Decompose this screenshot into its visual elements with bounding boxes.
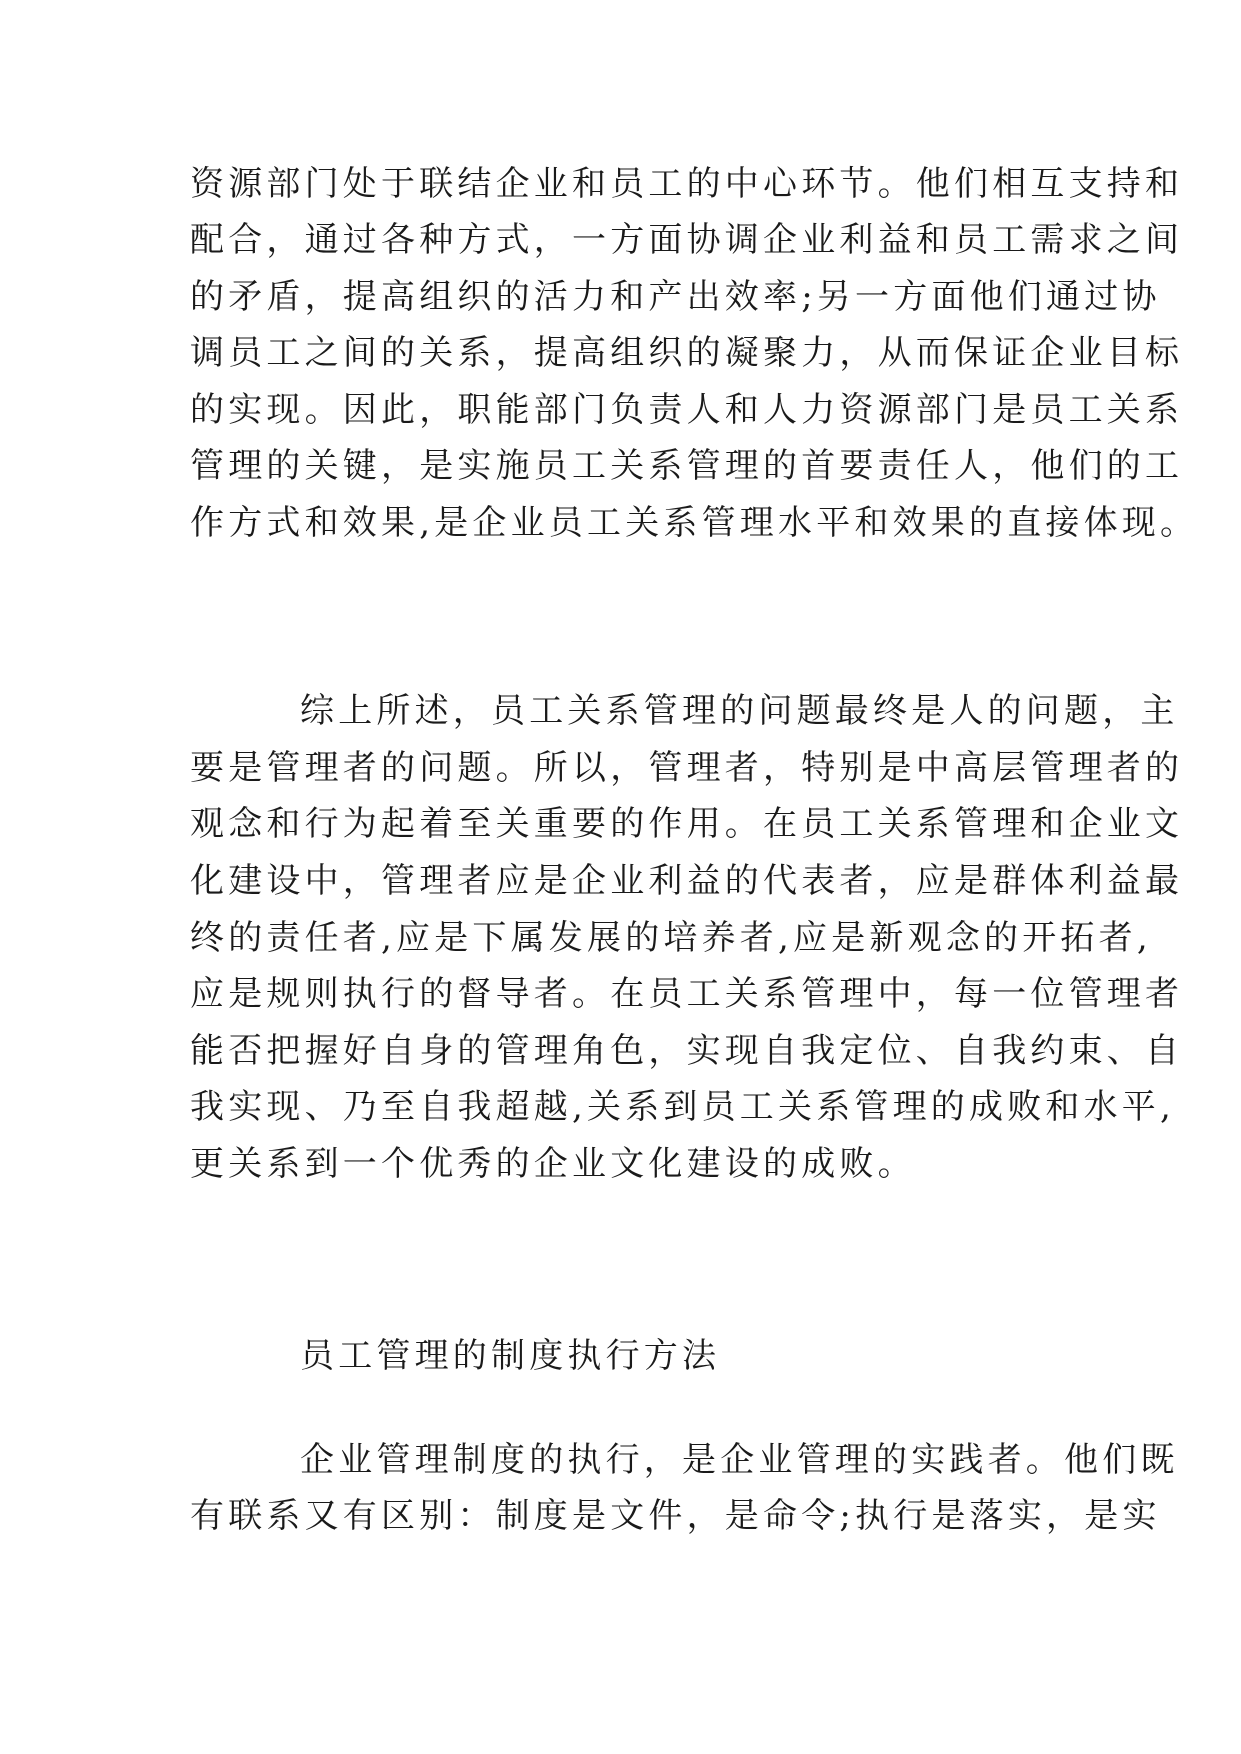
text-line: 的矛盾，提高组织的活力和产出效率;另一方面他们通过协: [190, 277, 1161, 317]
text-line: 资源部门处于联结企业和员工的中心环节。他们相互支持和: [190, 164, 1184, 204]
text-line: 更关系到一个优秀的企业文化建设的成败。: [190, 1144, 916, 1184]
text-line: 要是管理者的问题。所以，管理者，特别是中高层管理者的: [190, 748, 1184, 788]
text-line: 化建设中，管理者应是企业利益的代表者，应是群体利益最: [190, 861, 1184, 901]
section-heading: 员工管理的制度执行方法: [300, 1336, 721, 1376]
text-line: 调员工之间的关系，提高组织的凝聚力，从而保证企业目标: [190, 333, 1184, 373]
text-line: 作方式和效果,是企业员工关系管理水平和效果的直接体现。: [190, 503, 1199, 543]
text-line: 企业管理制度的执行，是企业管理的实践者。他们既: [300, 1440, 1179, 1480]
text-line: 能否把握好自身的管理角色，实现自我定位、自我约束、自: [190, 1031, 1184, 1071]
text-line: 观念和行为起着至关重要的作用。在员工关系管理和企业文: [190, 804, 1184, 844]
text-line: 的实现。因此，职能部门负责人和人力资源部门是员工关系: [190, 390, 1184, 430]
text-line: 我实现、乃至自我超越,关系到员工关系管理的成败和水平,: [190, 1087, 1176, 1127]
text-line: 配合，通过各种方式，一方面协调企业利益和员工需求之间: [190, 220, 1184, 260]
text-line: 应是规则执行的督导者。在员工关系管理中，每一位管理者: [190, 974, 1184, 1014]
text-line: 管理的关键，是实施员工关系管理的首要责任人，他们的工: [190, 446, 1184, 486]
text-line: 综上所述，员工关系管理的问题最终是人的问题，主: [300, 691, 1179, 731]
text-line: 终的责任者,应是下属发展的培养者,应是新观念的开拓者,: [190, 918, 1152, 958]
text-line: 有联系又有区别：制度是文件，是命令;执行是落实，是实: [190, 1496, 1161, 1536]
